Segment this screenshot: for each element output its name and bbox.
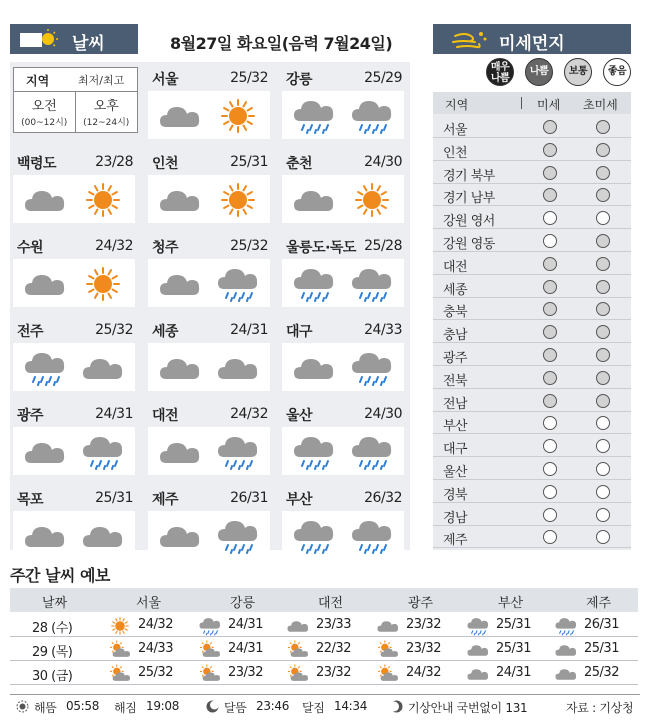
cloud-icon [23,265,67,303]
source-line: 자료 : 기상청 [566,701,634,715]
dust-row [433,116,631,138]
weekly-temp: 25/31 [496,641,531,656]
legend-good: 좋음 [603,58,631,86]
dust-region: 울산 [443,465,468,480]
rain-icon [216,517,260,555]
sun-icon [216,181,260,219]
pm25-level-dot [596,462,610,476]
cloud-icon [23,433,67,471]
dust-row [433,184,631,206]
cloud-icon [81,349,125,387]
date-line: 8월27일 화요일(음력 7월24일) [170,34,393,53]
dust-legend [486,58,632,86]
cloud-icon [158,265,202,303]
dust-region: 경기 남부 [443,191,495,207]
dust-region: 전북 [443,373,468,389]
city-temp: 24/31 [230,322,268,338]
moonset-label: 달짐 [302,701,325,715]
weekly-col-city: 부산 [498,596,524,611]
pm25-level-dot [596,143,610,157]
dust-col-pm10: 미세 [537,98,561,112]
city-cell [13,403,135,477]
moon-icon [206,700,219,713]
partly-icon [376,640,400,658]
cloud-icon [23,181,67,219]
dust-row [433,207,631,229]
cloud-icon [158,517,202,555]
pm10-level-dot [543,485,557,499]
dust-region: 대전 [443,259,468,275]
pm10-level-dot [543,416,557,430]
dust-row [433,458,631,480]
weekly-temp: 25/32 [584,665,619,680]
rain-icon [350,517,394,555]
rain-icon [216,433,260,471]
weekly-temp: 23/32 [228,665,263,680]
dust-row [433,298,631,320]
city-temp: 24/31 [95,406,133,422]
dust-row [433,162,631,184]
info-line: 기상안내 국번없이 131 [408,701,528,715]
footer [10,694,640,716]
dust-row [433,276,631,298]
city-name: 청주 [152,240,179,256]
pm10-level-dot [543,188,557,202]
city-cell [148,319,270,393]
wind-icon [451,28,491,50]
weekly-temp: 24/32 [138,617,173,632]
weather-title: 날씨 [72,34,105,54]
pm25-level-dot [596,302,610,316]
rain-icon [350,349,394,387]
rain-icon [350,265,394,303]
dust-col-region: 지역 [445,98,469,112]
legend-pm-range: (12~24시) [83,118,130,128]
dust-row [433,139,631,161]
city-name: 대구 [286,324,313,340]
cloud-icon [292,349,336,387]
weekly-date: 29 (목) [32,645,73,660]
dust-row [433,526,631,548]
city-weather-grid [10,62,410,550]
city-temp: 25/29 [364,70,402,86]
weekly-col-date: 날짜 [42,596,68,611]
dust-region: 제주 [443,533,468,549]
pm25-level-dot [596,439,610,453]
pm10-level-dot [543,120,557,134]
cloud-icon [216,349,260,387]
weekly-title: 주간 날씨 예보 [10,566,110,585]
cloud-icon [158,433,202,471]
city-name: 울산 [286,408,313,424]
city-temp: 26/32 [364,490,402,506]
dust-col-pm25: 초미세 [583,98,618,112]
pm25-level-dot [596,508,610,522]
city-cell [148,403,270,477]
city-temp: 23/28 [95,154,133,170]
weekly-temp: 24/31 [228,641,263,656]
rain-icon [23,349,67,387]
city-temp: 24/30 [364,406,402,422]
sunrise-label: 해뜸 [34,701,57,715]
weekly-temp: 24/31 [496,665,531,680]
weekly-temp: 26/31 [584,617,619,632]
rain-icon [292,517,336,555]
city-cell [282,235,404,309]
cloud-icon [158,349,202,387]
partly-icon [108,640,132,658]
cloud-icon [158,97,202,135]
legend-normal: 보통 [564,58,592,86]
pm10-level-dot [543,302,557,316]
sun-icon [216,97,260,135]
partly-icon [286,640,310,658]
weekly-col-city: 서울 [136,596,162,611]
rain-icon [198,616,222,634]
sunrise-time: 05:58 [66,699,100,713]
city-cell [148,235,270,309]
pm25-level-dot [596,371,610,385]
dust-region: 경남 [443,510,468,526]
dust-title: 미세먼지 [499,34,565,54]
city-cell [282,67,404,141]
weekly-temp: 25/32 [138,665,173,680]
pm10-level-dot [543,508,557,522]
weekly-col-city: 강릉 [230,596,256,611]
cloud-icon [292,181,336,219]
weekly-temp: 23/32 [406,641,441,656]
cloud-icon [376,616,400,634]
city-cell [148,487,270,561]
weekly-temp: 25/31 [496,617,531,632]
city-name: 부산 [286,492,313,508]
cloud-icon [554,664,578,682]
city-cell [148,151,270,225]
city-name: 광주 [17,408,44,424]
sunset-time: 19:08 [146,699,180,713]
city-cell [13,487,135,561]
weekly-temp: 24/32 [406,665,441,680]
dust-region: 충남 [443,328,468,344]
dust-region: 경북 [443,487,468,503]
city-name: 수원 [17,240,44,256]
pm25-level-dot [596,188,610,202]
pm10-level-dot [543,462,557,476]
city-temp: 25/31 [230,154,268,170]
dust-table [433,92,631,550]
city-cell [148,67,270,141]
partly-icon [198,664,222,682]
weekly-col-city: 대전 [318,596,344,611]
city-name: 강릉 [286,72,313,88]
weekly-temp: 22/32 [316,641,351,656]
weekly-temp: 24/31 [228,617,263,632]
cloud-icon [286,616,310,634]
partly-icon [286,664,310,682]
weekly-temp: 24/33 [138,641,173,656]
rain-icon [350,97,394,135]
weekly-temp: 25/31 [584,641,619,656]
dust-row [433,367,631,389]
weekly-temp: 23/32 [316,665,351,680]
city-cell [282,487,404,561]
city-cell [282,319,404,393]
dust-row [433,504,631,526]
dust-region: 경기 북부 [443,168,495,184]
moonrise-label: 달뜸 [224,701,247,715]
weekly-temp: 23/33 [316,617,351,632]
sun-icon [350,181,394,219]
city-temp: 25/32 [95,322,133,338]
weekly-date: 30 (금) [32,669,73,684]
legend-region: 지역 [26,74,50,88]
city-name: 제주 [152,492,179,508]
moonrise-time: 23:46 [256,699,290,713]
moonset-time: 14:34 [334,699,368,713]
city-temp: 25/32 [230,238,268,254]
pm10-level-dot [543,166,557,180]
city-name: 춘천 [286,156,313,172]
sun-icon [108,616,132,634]
pm25-level-dot [596,120,610,134]
city-cell [13,151,135,225]
pm25-level-dot [596,530,610,544]
pm25-level-dot [596,257,610,271]
pm10-level-dot [543,530,557,544]
legend-box [13,67,138,133]
pm10-level-dot [543,371,557,385]
dust-row [433,412,631,434]
dust-region: 충북 [443,305,468,321]
pm10-level-dot [543,280,557,294]
cloud-icon [554,640,578,658]
city-cell [282,403,404,477]
cloud-icon [158,181,202,219]
cloud-icon [23,517,67,555]
city-temp: 25/28 [364,238,402,254]
dust-region: 세종 [443,282,468,298]
dust-row [433,321,631,343]
sun-cloud-icon [18,29,62,51]
pm25-level-dot [596,394,610,408]
pm25-level-dot [596,416,610,430]
pm10-level-dot [543,394,557,408]
weekly-forecast-table [10,588,638,688]
sunset-label: 해짐 [114,701,137,715]
dust-row [433,230,631,252]
weekly-row [10,638,638,661]
sun-icon [16,700,29,713]
city-name: 목포 [17,492,44,508]
weekly-col-city: 광주 [408,596,434,611]
dust-header [433,24,631,54]
rain-icon [216,265,260,303]
legend-very-bad: 매우 나쁨 [486,58,514,86]
dust-region: 대구 [443,442,468,458]
dust-row [433,435,631,457]
city-cell [13,319,135,393]
sun-icon [81,181,125,219]
city-name: 인천 [152,156,179,172]
city-name: 세종 [152,324,179,340]
legend-bad: 나쁨 [525,58,553,86]
dust-region: 강원 영동 [443,237,495,252]
rain-icon [466,616,490,634]
legend-am-range: (00~12시) [21,118,68,128]
rain-icon [292,97,336,135]
rain-icon [81,433,125,471]
rain-icon [350,433,394,471]
rain-icon [554,616,578,634]
rain-icon [292,265,336,303]
cloud-icon [466,664,490,682]
crescent-icon [390,700,403,713]
pm10-level-dot [543,211,557,225]
cloud-icon [81,517,125,555]
pm10-level-dot [543,439,557,453]
dust-row [433,344,631,366]
pm10-level-dot [543,257,557,271]
pm25-level-dot [596,166,610,180]
city-cell [282,151,404,225]
pm25-level-dot [596,348,610,362]
dust-region: 인천 [443,145,468,161]
pm10-level-dot [543,234,557,248]
city-temp: 24/32 [230,406,268,422]
pm25-level-dot [596,485,610,499]
city-name: 서울 [152,72,179,88]
city-temp: 24/32 [95,238,133,254]
city-cell [13,235,135,309]
city-temp: 26/31 [230,490,268,506]
city-name: 대전 [152,408,179,424]
pm10-level-dot [543,143,557,157]
partly-icon [376,664,400,682]
city-temp: 24/30 [364,154,402,170]
weather-header [10,24,138,54]
dust-row [433,253,631,275]
legend-temp: 최저/최고 [78,74,125,87]
dust-row [433,390,631,412]
dust-row [433,481,631,503]
legend-pm: 오후 [93,99,119,114]
dust-region: 부산 [443,419,468,435]
weekly-col-city: 제주 [586,596,612,611]
dust-region: 광주 [443,351,468,366]
city-temp: 25/31 [95,490,133,506]
cloud-icon [466,640,490,658]
weekly-date: 28 (수) [32,621,73,636]
weekly-row [10,614,638,637]
pm25-level-dot [596,234,610,248]
pm25-level-dot [596,280,610,294]
weekly-header [10,588,638,612]
city-temp: 24/33 [364,322,402,338]
dust-region: 서울 [443,123,468,138]
pm25-level-dot [596,325,610,339]
partly-icon [108,664,132,682]
partly-icon [198,640,222,658]
pm25-level-dot [596,211,610,225]
rain-icon [292,433,336,471]
city-name: 전주 [17,324,44,340]
city-temp: 25/32 [230,70,268,86]
city-name: 백령도 [17,156,57,172]
dust-region: 강원 영서 [443,214,495,230]
dust-region: 전남 [443,396,468,412]
weekly-row [10,662,638,685]
dust-table-header [433,92,631,114]
pm10-level-dot [543,325,557,339]
sun-icon [81,265,125,303]
weekly-temp: 23/32 [406,617,441,632]
city-name: 울릉도·독도 [286,240,356,256]
pm10-level-dot [543,348,557,362]
legend-am: 오전 [31,99,57,114]
